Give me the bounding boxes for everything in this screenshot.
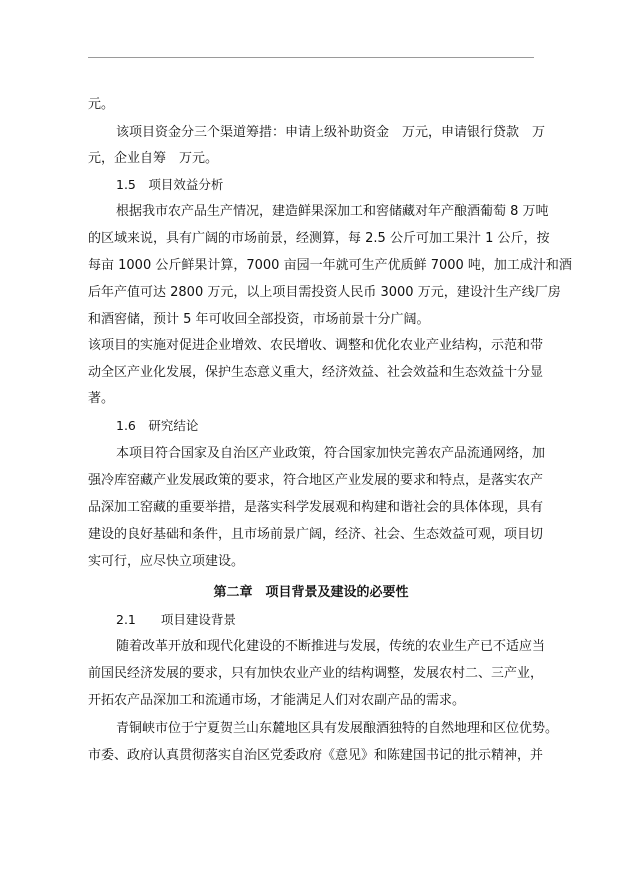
body-line-10: 该项目的实施对促进企业增效、农民增收、调整和优化农业产业结构，示范和带 bbox=[88, 338, 544, 353]
body-line-22: 前国民经济发展的要求，只有加快农业产业的结构调整，发展农村二、三产业， bbox=[88, 666, 544, 681]
body-line-2: 该项目资金分三个渠道筹措：申请上级补助资金 万元，申请银行贷款 万 bbox=[116, 125, 546, 140]
body-line-11: 动全区产业化发展，保护生态意义重大，经济效益、社会效益和生态效益十分显 bbox=[88, 365, 544, 380]
body-line-1: 元。 bbox=[88, 97, 115, 112]
body-line-5: 根据我市农产品生产情况，建造鲜果深加工和窖储藏对年产酿酒葡萄 8 万吨 bbox=[116, 204, 549, 219]
section-heading-1-5: 1.5 项目效益分析 bbox=[116, 177, 224, 192]
body-line-25: 市委、政府认真贯彻落实自治区党委政府《意见》和陈建国书记的批示精神，并 bbox=[88, 748, 544, 763]
body-line-12: 著。 bbox=[88, 391, 115, 406]
body-line-15: 强冷库窑藏产业发展政策的要求，符合地区产业发展的要求和特点，是落实农产 bbox=[88, 473, 544, 488]
header-rule bbox=[88, 57, 534, 58]
section-heading-2-1: 2.1 项目建设背景 bbox=[116, 612, 236, 627]
body-line-3: 元，企业自筹 万元。 bbox=[88, 151, 219, 166]
section-heading-1-6: 1.6 研究结论 bbox=[116, 418, 199, 433]
body-line-7: 每亩 1000 公斤鲜果计算，7000 亩园一年就可生产优质鲜 7000 吨，加工成汁和酒 bbox=[88, 258, 572, 273]
body-line-18: 实可行，应尽快立项建设。 bbox=[88, 554, 245, 569]
body-line-21: 随着改革开放和现代化建设的不断推进与发展，传统的农业生产已不适应当 bbox=[116, 639, 546, 654]
body-line-6: 的区域来说，具有广阔的市场前景，经测算，每 2.5 公斤可加工果汁 1 公斤，按 bbox=[88, 231, 550, 246]
body-line-24: 青铜峡市位于宁夏贺兰山东麓地区具有发展酿酒独特的自然地理和区位优势。 bbox=[116, 721, 559, 736]
body-line-16: 品深加工窑藏的重要举措，是落实科学发展观和构建和谐社会的具体体现，具有 bbox=[88, 500, 544, 515]
body-line-23: 开拓农产品深加工和流通市场，才能满足人们对农副产品的需求。 bbox=[88, 693, 466, 708]
body-line-8: 后年产值可达 2800 万元，以上项目需投资人民币 3000 万元，建设汁生产线厂房 bbox=[88, 285, 561, 300]
chapter-title: 第二章 项目背景及建设的必要性 bbox=[213, 585, 409, 600]
body-line-14: 本项目符合国家及自治区产业政策，符合国家加快完善农产品流通网络，加 bbox=[116, 446, 546, 461]
body-line-9: 和酒窖储，预计 5 年可收回全部投资，市场前景十分广阔。 bbox=[88, 312, 430, 327]
body-line-17: 建设的良好基础和条件，且市场前景广阔，经济、社会、生态效益可观，项目切 bbox=[88, 527, 544, 542]
